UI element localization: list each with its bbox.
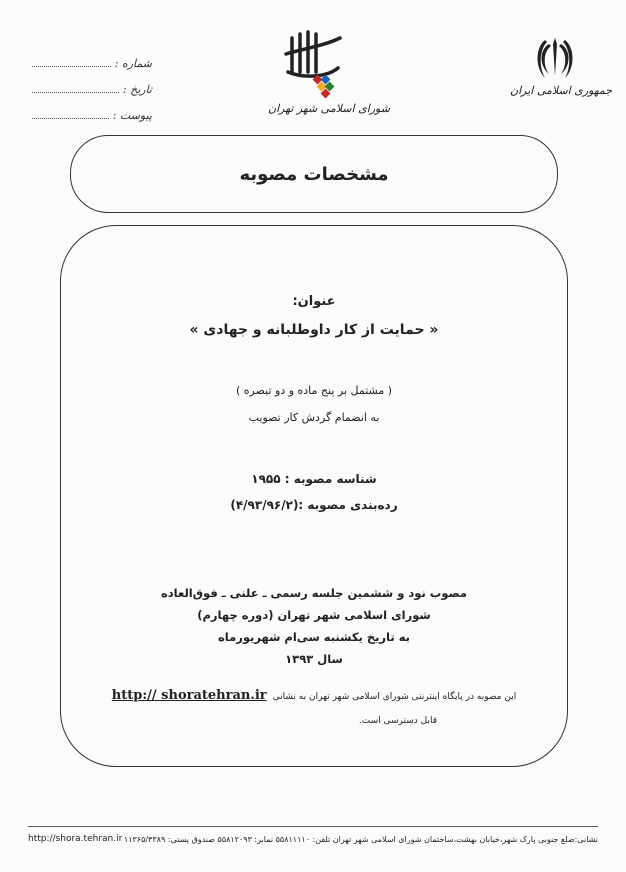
scope-text: ( مشتمل بر پنج ماده و دو تبصره ) — [235, 384, 393, 397]
website-note — [85, 688, 543, 703]
website-note-text: این مصوبه در پایگاه اینترنتی شورای اسلامی شهر تهران به نشانی — [272, 692, 517, 702]
website-note-suffix: قابل دسترسی است. — [358, 716, 437, 726]
number-label: شماره : — [114, 57, 152, 70]
approval-block — [61, 582, 567, 670]
reference-fields — [32, 44, 152, 122]
approval-line: به تاریخ یکشنبه سی‌ام شهریورماه — [218, 630, 410, 644]
attachment-label: پیوست : — [112, 109, 152, 122]
footer-address: نشانی:ضلع جنوبی پارک شهر،خیابان بهشت،ساختمان شورای اسلامی شهر تهران تلفن: ۵۵۸۱۱۱۱۰ نمابر: ۵۵۸۱۲۰۹۳ صندوق پستی: ۱۱۳۶۵/۴۳۸۹ — [123, 834, 598, 844]
council-name: شورای اسلامی شهر تهران — [268, 102, 390, 115]
attachment-line — [32, 117, 109, 119]
subject-text: « حمایت از کار داوطلبانه و جهادی » — [189, 322, 439, 338]
title-frame — [70, 135, 558, 213]
content-frame — [60, 225, 568, 767]
footer-divider — [28, 826, 598, 827]
approval-line: مصوب نود و ششمین جلسه رسمی ـ علنی ـ فوق‌العاده — [160, 586, 468, 600]
approval-classification: رده‌بندی مصوبه :(۴/۹۳/۹۶/۲) — [230, 498, 398, 512]
date-label: تاریخ : — [122, 83, 152, 96]
country-name: جمهوری اسلامی ایران — [510, 84, 613, 97]
subject-label: عنوان: — [292, 294, 336, 309]
tehran-city-council-logo-icon — [278, 28, 348, 100]
national-emblem — [510, 36, 613, 97]
footer-url[interactable]: http://shora.tehran.ir — [28, 834, 123, 844]
approval-line: سال ۱۳۹۳ — [285, 652, 343, 666]
approval-id: شناسه مصوبه : ۱۹۵۵ — [251, 472, 377, 486]
council-logo — [268, 28, 390, 128]
website-link[interactable]: http:// shoratehran.ir — [111, 688, 267, 703]
page-title: مشخصات مصوبه — [239, 163, 389, 185]
number-field — [32, 44, 152, 70]
footer — [28, 834, 598, 844]
attachment-note: به انضمام گردش کار تصویب — [248, 411, 380, 424]
attachment-field — [32, 96, 152, 122]
number-line — [32, 65, 111, 67]
iran-emblem-icon — [535, 36, 575, 80]
date-line — [32, 91, 119, 93]
date-field — [32, 70, 152, 96]
approval-line: شورای اسلامی شهر تهران (دوره چهارم) — [197, 608, 431, 622]
